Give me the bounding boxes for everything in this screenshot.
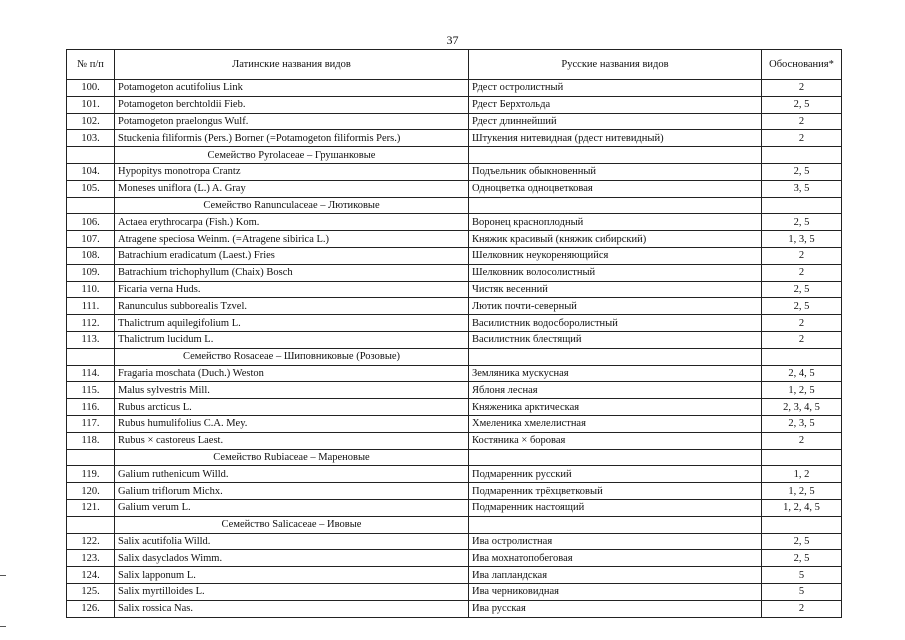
family-russian-cell: [469, 348, 762, 365]
russian-name: Яблоня лесная: [469, 382, 762, 399]
russian-name: Ива черниковидная: [469, 583, 762, 600]
reason-codes: 2: [762, 113, 842, 130]
russian-name: Ива русская: [469, 600, 762, 617]
latin-name: Galium verum L.: [115, 499, 469, 516]
row-number: 111.: [67, 298, 115, 315]
row-number: 118.: [67, 432, 115, 449]
row-number: 125.: [67, 583, 115, 600]
row-number: 114.: [67, 365, 115, 382]
row-number: 124.: [67, 567, 115, 584]
row-number: 102.: [67, 113, 115, 130]
family-reason-cell: [762, 449, 842, 466]
row-number: 106.: [67, 214, 115, 231]
latin-name: Thalictrum lucidum L.: [115, 331, 469, 348]
russian-name: Княженика арктическая: [469, 399, 762, 416]
row-number: 105.: [67, 180, 115, 197]
russian-name: Василистник блестящий: [469, 331, 762, 348]
reason-codes: 2, 5: [762, 533, 842, 550]
reason-codes: 2, 4, 5: [762, 365, 842, 382]
reason-codes: 2: [762, 600, 842, 617]
species-row: [67, 399, 842, 416]
family-label: Семейство Salicaceae – Ивовые: [115, 516, 469, 533]
reason-codes: 2: [762, 247, 842, 264]
russian-name: Одноцветка одноцветковая: [469, 180, 762, 197]
row-number: 123.: [67, 550, 115, 567]
family-reason-cell: [762, 197, 842, 214]
reason-codes: 2, 5: [762, 298, 842, 315]
reason-codes: 2: [762, 331, 842, 348]
russian-name: Воронец красноплодный: [469, 214, 762, 231]
page-number: 37: [446, 33, 459, 47]
russian-name: Шелковник волосолистный: [469, 264, 762, 281]
species-table: [66, 49, 842, 618]
species-row: [67, 214, 842, 231]
russian-name: Лютик почти-северный: [469, 298, 762, 315]
row-number: 116.: [67, 399, 115, 416]
row-number: 104.: [67, 163, 115, 180]
reason-codes: 5: [762, 583, 842, 600]
species-row: [67, 281, 842, 298]
row-number: 119.: [67, 466, 115, 483]
russian-name: Рдест остролистный: [469, 80, 762, 97]
family-num-cell: [67, 348, 115, 365]
header-latin-names: Латинские названия видов: [115, 50, 469, 80]
species-row: [67, 550, 842, 567]
russian-name: Подмаренник русский: [469, 466, 762, 483]
russian-name: Подъельник обыкновенный: [469, 163, 762, 180]
row-number: 117.: [67, 415, 115, 432]
family-label: Семейство Ranunculaceae – Лютиковые: [115, 197, 469, 214]
russian-name: Рдест Берхтольда: [469, 96, 762, 113]
latin-name: Thalictrum aquilegifolium L.: [115, 315, 469, 332]
reason-codes: 2: [762, 432, 842, 449]
family-label: Семейство Pyrolaceae – Грушанковые: [115, 147, 469, 164]
row-number: 115.: [67, 382, 115, 399]
header-reason: Обоснования*: [762, 50, 842, 80]
russian-name: Ива остролистная: [469, 533, 762, 550]
family-reason-cell: [762, 348, 842, 365]
family-russian-cell: [469, 516, 762, 533]
russian-name: Чистяк весенний: [469, 281, 762, 298]
margin-mark: [0, 575, 6, 576]
reason-codes: 2, 5: [762, 550, 842, 567]
reason-codes: 2: [762, 80, 842, 97]
reason-codes: 2, 5: [762, 281, 842, 298]
species-row: [67, 130, 842, 147]
family-row: [67, 449, 842, 466]
species-row: [67, 567, 842, 584]
reason-codes: 3, 5: [762, 180, 842, 197]
reason-codes: 2: [762, 130, 842, 147]
family-russian-cell: [469, 449, 762, 466]
reason-codes: 2: [762, 264, 842, 281]
header-row: [67, 50, 842, 80]
reason-codes: 2, 5: [762, 96, 842, 113]
latin-name: Potamogeton praelongus Wulf.: [115, 113, 469, 130]
row-number: 101.: [67, 96, 115, 113]
russian-name: Костяника × боровая: [469, 432, 762, 449]
header-russian-names: Русские названия видов: [469, 50, 762, 80]
latin-name: Salix rossica Nas.: [115, 600, 469, 617]
margin-mark: [0, 626, 6, 627]
species-row: [67, 331, 842, 348]
row-number: 110.: [67, 281, 115, 298]
russian-name: Подмаренник настоящий: [469, 499, 762, 516]
row-number: 120.: [67, 483, 115, 500]
latin-name: Galium ruthenicum Willd.: [115, 466, 469, 483]
species-row: [67, 264, 842, 281]
species-row: [67, 113, 842, 130]
russian-name: Рдест длиннейший: [469, 113, 762, 130]
latin-name: Hypopitys monotropa Crantz: [115, 163, 469, 180]
russian-name: Хмеленика хмелелистная: [469, 415, 762, 432]
latin-name: Batrachium trichophyllum (Chaix) Bosch: [115, 264, 469, 281]
species-row: [67, 466, 842, 483]
family-row: [67, 197, 842, 214]
species-row: [67, 600, 842, 617]
reason-codes: 2: [762, 315, 842, 332]
latin-name: Salix dasyclados Wimm.: [115, 550, 469, 567]
family-row: [67, 348, 842, 365]
species-row: [67, 298, 842, 315]
species-row: [67, 382, 842, 399]
species-row: [67, 247, 842, 264]
family-num-cell: [67, 147, 115, 164]
russian-name: Ива лапландская: [469, 567, 762, 584]
species-row: [67, 231, 842, 248]
latin-name: Rubus arcticus L.: [115, 399, 469, 416]
latin-name: Potamogeton acutifolius Link: [115, 80, 469, 97]
russian-name: Подмаренник трёхцветковый: [469, 483, 762, 500]
reason-codes: 2, 5: [762, 163, 842, 180]
russian-name: Штукения нитевидная (рдест нитевидный): [469, 130, 762, 147]
latin-name: Fragaria moschata (Duch.) Weston: [115, 365, 469, 382]
latin-name: Galium triflorum Michx.: [115, 483, 469, 500]
family-num-cell: [67, 197, 115, 214]
latin-name: Actaea erythrocarpa (Fish.) Kom.: [115, 214, 469, 231]
species-row: [67, 80, 842, 97]
reason-codes: 1, 2, 4, 5: [762, 499, 842, 516]
reason-codes: 1, 2, 5: [762, 382, 842, 399]
reason-codes: 1, 2: [762, 466, 842, 483]
latin-name: Malus sylvestris Mill.: [115, 382, 469, 399]
latin-name: Potamogeton berchtoldii Fieb.: [115, 96, 469, 113]
row-number: 103.: [67, 130, 115, 147]
latin-name: Salix myrtilloides L.: [115, 583, 469, 600]
family-reason-cell: [762, 516, 842, 533]
russian-name: Земляника мускусная: [469, 365, 762, 382]
species-row: [67, 483, 842, 500]
reason-codes: 2, 3, 4, 5: [762, 399, 842, 416]
latin-name: Salix acutifolia Willd.: [115, 533, 469, 550]
row-number: 126.: [67, 600, 115, 617]
species-row: [67, 365, 842, 382]
family-num-cell: [67, 516, 115, 533]
latin-name: Rubus humulifolius C.A. Mey.: [115, 415, 469, 432]
species-row: [67, 415, 842, 432]
family-row: [67, 516, 842, 533]
species-row: [67, 432, 842, 449]
latin-name: Salix lapponum L.: [115, 567, 469, 584]
reason-codes: 1, 3, 5: [762, 231, 842, 248]
family-num-cell: [67, 449, 115, 466]
table-header: [67, 50, 842, 80]
reason-codes: 5: [762, 567, 842, 584]
latin-name: Batrachium eradicatum (Laest.) Fries: [115, 247, 469, 264]
family-label: Семейство Rosaceae – Шиповниковые (Розовые): [115, 348, 469, 365]
species-row: [67, 499, 842, 516]
reason-codes: 2, 3, 5: [762, 415, 842, 432]
russian-name: Княжик красивый (княжик сибирский): [469, 231, 762, 248]
species-row: [67, 180, 842, 197]
latin-name: Moneses uniflora (L.) A. Gray: [115, 180, 469, 197]
latin-name: Rubus × castoreus Laest.: [115, 432, 469, 449]
row-number: 121.: [67, 499, 115, 516]
header-num: № п/п: [67, 50, 115, 80]
russian-name: Василистник водосборолистный: [469, 315, 762, 332]
russian-name: Шелковник неукореняющийся: [469, 247, 762, 264]
latin-name: Atragene speciosa Weinm. (=Atragene sibirica L.): [115, 231, 469, 248]
row-number: 100.: [67, 80, 115, 97]
family-reason-cell: [762, 147, 842, 164]
latin-name: Ranunculus subborealis Tzvel.: [115, 298, 469, 315]
russian-name: Ива мохнатопобеговая: [469, 550, 762, 567]
row-number: 112.: [67, 315, 115, 332]
reason-codes: 1, 2, 5: [762, 483, 842, 500]
latin-name: Ficaria verna Huds.: [115, 281, 469, 298]
species-row: [67, 96, 842, 113]
row-number: 107.: [67, 231, 115, 248]
row-number: 109.: [67, 264, 115, 281]
latin-name: Stuckenia filiformis (Pers.) Borner (=Potamogeton filiformis Pers.): [115, 130, 469, 147]
species-row: [67, 163, 842, 180]
family-russian-cell: [469, 197, 762, 214]
species-row: [67, 315, 842, 332]
family-label: Семейство Rubiaceae – Мареновые: [115, 449, 469, 466]
table-body: [67, 80, 842, 618]
family-row: [67, 147, 842, 164]
family-russian-cell: [469, 147, 762, 164]
row-number: 122.: [67, 533, 115, 550]
reason-codes: 2, 5: [762, 214, 842, 231]
row-number: 113.: [67, 331, 115, 348]
row-number: 108.: [67, 247, 115, 264]
species-row: [67, 583, 842, 600]
species-row: [67, 533, 842, 550]
